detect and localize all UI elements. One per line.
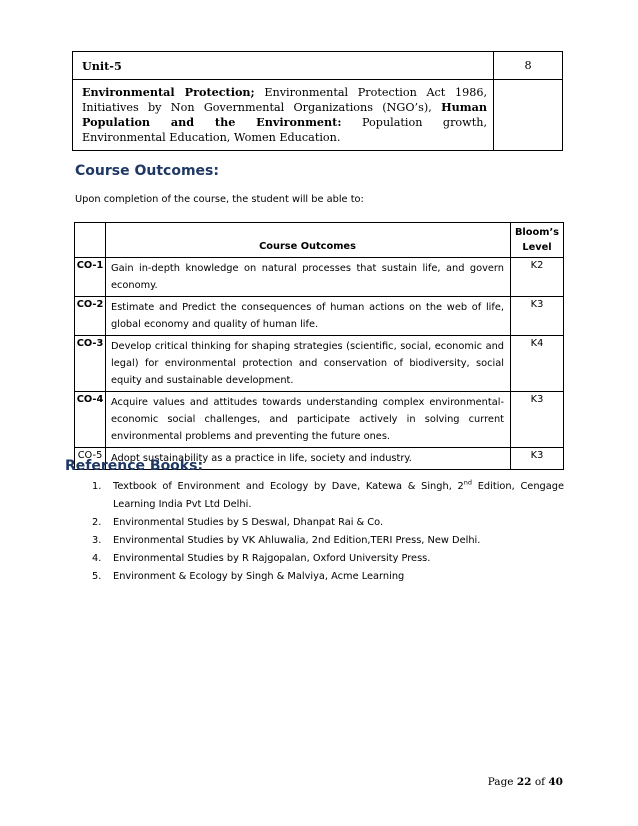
list-item (92, 478, 564, 514)
unit-topic-2: Human Population and the Environment: (82, 100, 487, 130)
co-text: Develop critical thinking for shaping strategies (scientific, social, economic and legal) for environmental protection and conservation of biodiversity, social equity and sustainable development. (106, 336, 511, 392)
level-header-line-1: Bloom’s (514, 227, 560, 238)
superscript: nd (463, 478, 473, 487)
page-total: 40 (548, 776, 563, 788)
course-outcomes-heading: Course Outcomes: (75, 163, 219, 179)
co-header-row (75, 223, 564, 258)
page-number: 22 (516, 776, 532, 788)
unit-text-1: Environmental Protection Act 1986, Initiatives by Non Governmental Organizations (NGO’s), (82, 86, 487, 115)
reference-text: Textbook of Environment and Ecology by Dave, Katewa & Singh, 2 (113, 481, 464, 492)
co-level: K3 (511, 448, 564, 470)
unit-text-2: Population growth, Environmental Education, Women Education. (82, 116, 488, 144)
unit-header-row (73, 52, 563, 80)
co-id: CO-4 (75, 392, 106, 448)
unit-content (73, 80, 494, 151)
co-text-header: Course Outcomes (106, 223, 511, 258)
unit-topic-1: Environmental Protection; (82, 85, 255, 99)
reference-text: Environmental Studies by R Rajgopalan, Oxford University Press. (113, 553, 431, 564)
co-id: CO-2 (75, 297, 106, 336)
list-item (92, 568, 564, 586)
co-level: K3 (511, 297, 564, 336)
reference-text: Environment & Ecology by Singh & Malviya, Acme Learning (113, 571, 405, 582)
unit-hours: 8 (494, 52, 563, 80)
unit-title: Unit-5 (73, 52, 494, 80)
co-level-header (511, 223, 564, 258)
co-text: Acquire values and attitudes towards understanding complex environmental-economic social challenges, and participate actively in solving current environmental problems and preventing the future ones. (106, 392, 511, 448)
unit-content-row (73, 80, 563, 151)
reference-text: Environmental Studies by S Deswal, Dhanpat Rai & Co. (113, 517, 384, 528)
reference-books-heading: Reference Books: (65, 458, 204, 474)
list-number: 2. (92, 517, 102, 528)
list-number: 5. (92, 571, 102, 582)
reference-text-cont: Edition, Cengage Learning India Pvt Ltd Delhi. (113, 481, 564, 510)
co-text: Gain in-depth knowledge on natural processes that sustain life, and govern economy. (106, 258, 511, 297)
of-label: of (531, 776, 549, 788)
co-id: CO-5 (75, 448, 106, 470)
list-number: 4. (92, 553, 102, 564)
table-row (75, 336, 564, 392)
co-level: K4 (511, 336, 564, 392)
unit-table (72, 51, 563, 151)
list-item (92, 514, 564, 532)
co-id: CO-1 (75, 258, 106, 297)
list-number: 3. (92, 535, 102, 546)
page-number-footer (488, 776, 563, 788)
co-level: K3 (511, 392, 564, 448)
list-number: 1. (92, 481, 102, 492)
reference-text: Environmental Studies by VK Ahluwalia, 2nd Edition,TERI Press, New Delhi. (113, 535, 481, 546)
list-item (92, 550, 564, 568)
co-id: CO-3 (75, 336, 106, 392)
table-row (75, 297, 564, 336)
co-id-header (75, 223, 106, 258)
level-header-line-2: Level (522, 242, 552, 253)
page-label: Page (487, 776, 517, 788)
course-outcomes-table (74, 222, 564, 470)
co-text: Adopt sustainability as a practice in life, society and industry. (106, 448, 511, 470)
reference-list (92, 478, 564, 586)
table-row (75, 392, 564, 448)
table-row (75, 258, 564, 297)
co-level: K2 (511, 258, 564, 297)
co-text: Estimate and Predict the consequences of human actions on the web of life, global economy and quality of human life. (106, 297, 511, 336)
unit-empty-cell (494, 80, 563, 151)
list-item (92, 532, 564, 550)
course-outcomes-intro: Upon completion of the course, the student will be able to: (75, 194, 364, 205)
